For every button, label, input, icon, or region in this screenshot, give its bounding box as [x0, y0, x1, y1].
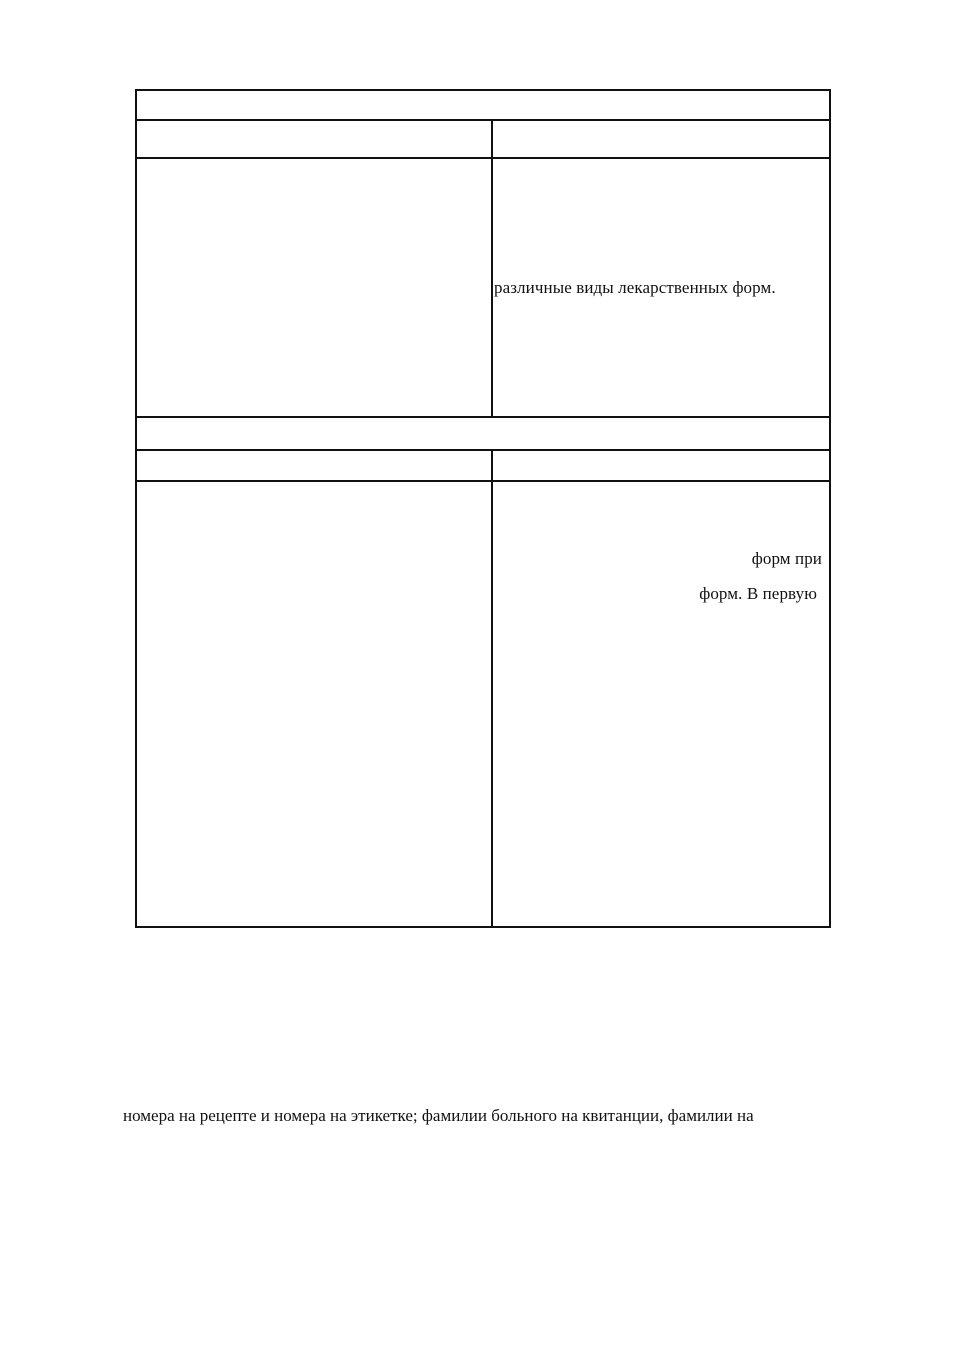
section2-column-divider	[491, 449, 493, 928]
section1-column-divider	[491, 119, 493, 418]
section2-header-rule	[135, 449, 831, 451]
section1-header-rule	[135, 119, 831, 121]
section2-right-cell-text-line1: форм при	[751, 549, 822, 568]
data-table	[135, 89, 831, 928]
table-border-top	[135, 89, 831, 91]
section1-end-rule	[135, 416, 831, 418]
section2-subheader-rule	[135, 480, 831, 482]
section1-right-cell-text: различные виды лекарственных форм.	[494, 278, 776, 297]
table-border-bottom	[135, 926, 831, 928]
table-border-right	[829, 89, 831, 928]
table-border-left	[135, 89, 137, 928]
paragraph-line: номера на рецепте и номера на этикетке; фамилии больного на квитанции, фамилии на	[123, 1106, 754, 1125]
section1-subheader-rule	[135, 157, 831, 159]
section2-right-cell-text-line2: форм. В первую	[699, 584, 817, 603]
